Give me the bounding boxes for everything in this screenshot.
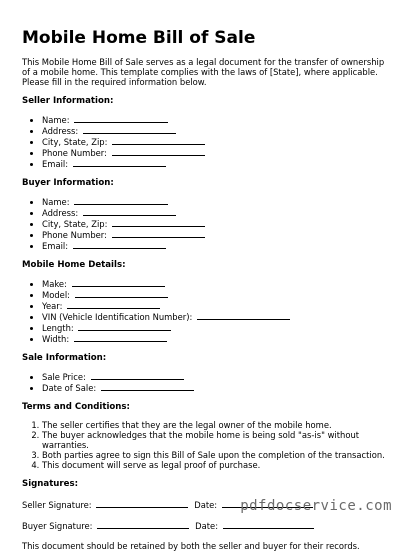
home-width-field: • Width: xyxy=(42,333,388,344)
seller-address-blank[interactable] xyxy=(83,125,176,134)
home-heading: Mobile Home Details: xyxy=(22,260,126,270)
seller-name-field: • Name: xyxy=(42,114,388,125)
terms-list xyxy=(22,420,388,470)
buyer-signature-line: Buyer Signature: Date: xyxy=(22,520,388,531)
home-year-blank[interactable] xyxy=(67,300,160,309)
buyer-date-blank[interactable] xyxy=(223,520,314,529)
home-vin-field: • VIN (Vehicle Identification Number): xyxy=(42,311,388,322)
home-model-field: • Model: xyxy=(42,289,388,300)
buyer-name-field: • Name: xyxy=(42,196,388,207)
seller-email-blank[interactable] xyxy=(73,158,166,167)
document-title: Mobile Home Bill of Sale xyxy=(22,28,256,48)
buyer-address-blank[interactable] xyxy=(83,207,176,216)
terms-item: 1. The seller certifies that they are the legal owner of the mobile home. xyxy=(42,420,388,430)
footer-note: This document should be retained by both the seller and buyer for their records. xyxy=(22,541,360,551)
buyer-heading: Buyer Information: xyxy=(22,178,114,188)
terms-item: 2. The buyer acknowledges that the mobile home is being sold "as-is" without warranties. xyxy=(42,430,388,450)
seller-city-field: • City, State, Zip: xyxy=(42,136,388,147)
sale-price-blank[interactable] xyxy=(91,371,184,380)
buyer-name-blank[interactable] xyxy=(74,196,168,205)
seller-signature-blank[interactable] xyxy=(96,499,188,508)
buyer-email-field: • Email: xyxy=(42,240,388,251)
seller-phone-field: • Phone Number: xyxy=(42,147,388,158)
terms-item: 4. This document will serve as legal proof of purchase. xyxy=(42,460,388,470)
buyer-address-field: • Address: xyxy=(42,207,388,218)
seller-email-field: • Email: xyxy=(42,158,388,169)
buyer-email-blank[interactable] xyxy=(73,240,166,249)
seller-address-field: • Address: xyxy=(42,125,388,136)
seller-city-blank[interactable] xyxy=(112,136,205,145)
sale-date-field: • Date of Sale: xyxy=(42,382,388,393)
seller-phone-blank[interactable] xyxy=(112,147,205,156)
terms-item: 3. Both parties agree to sign this Bill of Sale upon the completion of the transaction. xyxy=(42,450,388,460)
buyer-fields xyxy=(22,196,388,251)
home-fields xyxy=(22,278,388,344)
seller-signature-line: Seller Signature: Date: xyxy=(22,499,388,510)
document-page xyxy=(22,28,388,551)
intro-paragraph: This Mobile Home Bill of Sale serves as a legal document for the transfer of ownership of a mobile home. This template complies with the laws of [State], where applicable. Please fill in the required information below. xyxy=(22,57,385,87)
buyer-signature-blank[interactable] xyxy=(97,520,189,529)
home-model-blank[interactable] xyxy=(75,289,168,298)
sale-fields xyxy=(22,371,388,393)
home-make-blank[interactable] xyxy=(72,278,165,287)
buyer-phone-field: • Phone Number: xyxy=(42,229,388,240)
sale-price-field: • Sale Price: xyxy=(42,371,388,382)
home-length-blank[interactable] xyxy=(78,322,171,331)
home-vin-blank[interactable] xyxy=(197,311,290,320)
buyer-city-field: • City, State, Zip: xyxy=(42,218,388,229)
home-length-field: • Length: xyxy=(42,322,388,333)
seller-name-blank[interactable] xyxy=(74,114,168,123)
sale-date-blank[interactable] xyxy=(101,382,194,391)
home-make-field: • Make: xyxy=(42,278,388,289)
seller-fields xyxy=(22,114,388,169)
signatures-heading: Signatures: xyxy=(22,479,79,489)
buyer-phone-blank[interactable] xyxy=(112,229,205,238)
home-width-blank[interactable] xyxy=(74,333,167,342)
sale-heading: Sale Information: xyxy=(22,353,107,363)
seller-heading: Seller Information: xyxy=(22,96,114,106)
buyer-city-blank[interactable] xyxy=(112,218,205,227)
terms-heading: Terms and Conditions: xyxy=(22,402,130,412)
watermark-logo: pdfdocservice.com xyxy=(240,498,392,514)
home-year-field: • Year: xyxy=(42,300,388,311)
